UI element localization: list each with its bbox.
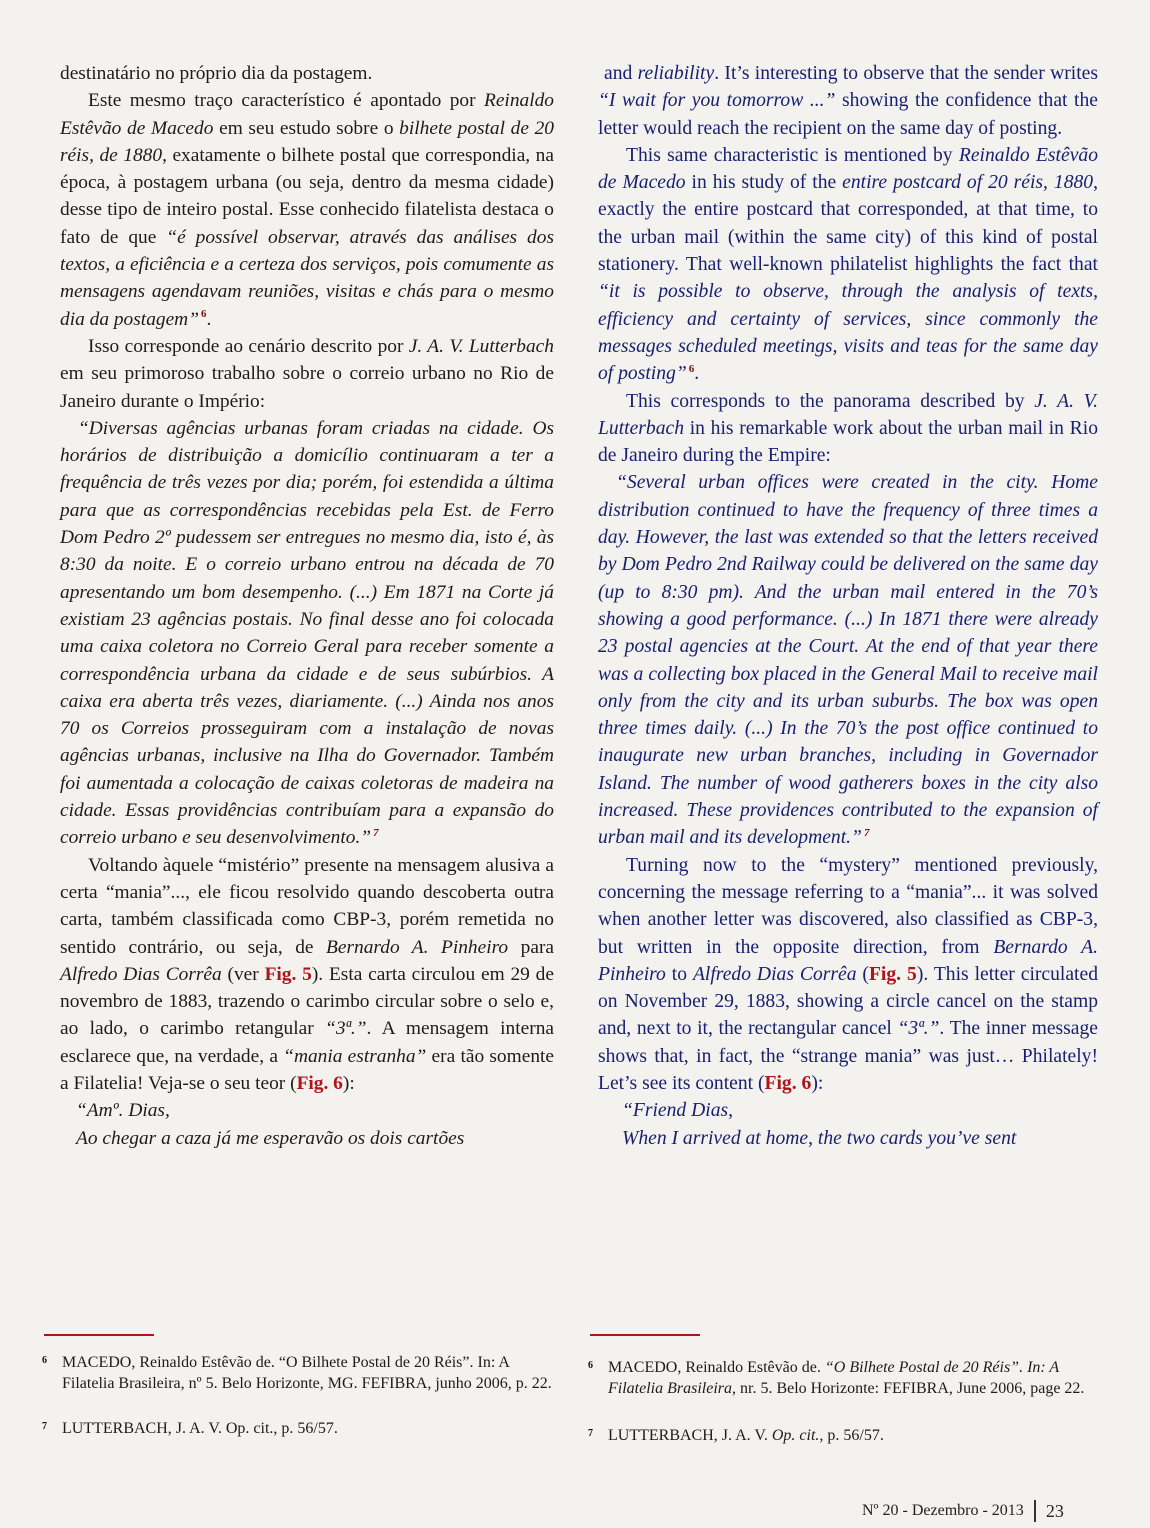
paragraph-lutterbach-en: This corresponds to the panorama described by J. A. V. Lutterbach in his remarkable work about the urban mail in Rio de Janeiro during the Empire: — [598, 390, 1098, 467]
figure-6-link-en[interactable]: Fig. 6 — [764, 1072, 812, 1094]
footer-divider — [1034, 1500, 1036, 1522]
issue-label: Nº 20 - Dezembro - 2013 — [862, 1502, 1024, 1519]
page-footer — [862, 1500, 1064, 1522]
portuguese-column — [60, 60, 554, 1152]
quote-lutterbach: “Diversas agências urbanas foram criadas na cidade. Os horários de distribuição a domicílio continuaram a ter a frequência de três vezes por dia; porém, foi estendida a última para que as correspondências recebidas pela Est. de Ferro Dom Pedro 2º pudessem ser entregues no mesmo dia, isto é, às 8:30 da noite. E o correio urbano entrou na década de 70 apresentando um bom desempenho. (...) Em 1871 na Corte já existiam 23 agências postais. No final desse ano foi colocada uma caixa coletora no Correio Geral para receber somente a correspondência urbana da cidade e de seus subúrbios. A caixa era aberta três vezes, diariamente. (...) Ainda nos anos 70 os Correios prosseguiram com a instalação de novas agências urbanas, inclusive na Ilha do Governador. Também foi aumentada a colocação de caixas coletoras de madeira na cidade. Essas providências contribuíam para a expansão do correio urbano e seu desenvolvimento.” $^7$ — [60, 417, 554, 849]
footnote-6-en: 6 MACEDO, Reinaldo Estêvão de. “O Bilhete Postal de 20 Réis”. In: A Filatelia Brasileira, nr. 5. Belo Horizonte: FEFIBRA, June 2006, page 22. — [588, 1359, 1085, 1397]
figure-5-link[interactable]: Fig. 5 — [264, 963, 312, 985]
letter-first-line-en: When I arrived at home, the two cards you’ve sent — [622, 1127, 1017, 1149]
paragraph-mystery-en: Turning now to the “mystery” mentioned previously, concerning the message referring to a “mania”... it was solved when another letter was discovered, also classified as CBP-3, but written in the opposite direction, from Bernardo A. Pinheiro to Alfredo Dias Corrêa (Fig. 5). This letter circulated on November 29, 1883, showing a circle cancel on the stamp and, next to it, the rectangular cancel “3ª.”. The inner message shows that, in fact, the “strange mania” was just… Philately! Let’s see its content (Fig. 6): — [598, 854, 1098, 1094]
page-number: 23 — [1045, 1500, 1064, 1521]
footnote-divider-left — [44, 1334, 154, 1336]
footnote-ref-7-en[interactable]: 7 — [863, 826, 870, 839]
footnote-divider-right — [590, 1334, 700, 1336]
footnote-ref-7[interactable]: 7 — [373, 826, 379, 839]
footnote-7-pt: 7 LUTTERBACH, J. A. V. Op. cit., p. 56/57. — [42, 1420, 338, 1437]
paragraph-intro: destinatário no próprio dia da postagem. — [60, 63, 373, 84]
quote-lutterbach-en: “Several urban offices were created in the city. Home distribution continued to have the frequency of three times a day. However, the last was extended so that the letters received by Dom Pedro 2nd Railway could be delivered on the same day (up to 8:30 pm). And the urban mail entered in the 70’s showing a good performance. (...) In 1871 there were already 23 postal agencies at the Court. At the end of that year there was a collecting box placed in the General Mail to receive mail only from the city and its urban suburbs. The box was open three times daily. (...) In the 70’s the post office continued to inaugurate new urban branches, including in Governador Island. The number of wood gatherers boxes in the city also increased. These providences contributed to the expansion of urban mail and its development.” $^7$ — [598, 472, 1098, 849]
letter-salutation-en: “Friend Dias, — [622, 1100, 734, 1122]
figure-5-link-en[interactable]: Fig. 5 — [868, 963, 917, 985]
footnote-ref-6[interactable]: 6 — [200, 308, 207, 321]
paragraph-macedo-en: This same characteristic is mentioned by Reinaldo Estêvão de Macedo in his study of the entire postcard of 20 réis, 1880, exactly the entire postcard that corresponded, at that time, to the urban mail (within the same city) of this kind of postal stationery. That well-known philatelist highlights the fact that “it is possible to observe, through the analysis of texts, efficiency and certainty of services, since commonly the messages scheduled meetings, visits and teas for the same day of posting” $^6$. — [598, 144, 1098, 385]
letter-first-line: Ao chegar a caza já me esperavão os dois cartões — [76, 1127, 465, 1149]
footnote-6-pt: 6 MACEDO, Reinaldo Estêvão de. “O Bilhete Postal de 20 Réis”. In: A Filatelia Brasileira, nº 5. Belo Horizonte, MG. FEFIBRA, junho 2006, p. 22. — [42, 1354, 552, 1392]
footnote-7-en: 7 LUTTERBACH, J. A. V. Op. cit., p. 56/57. — [588, 1427, 884, 1444]
paragraph-lutterbach: Isso corresponde ao cenário descrito por J. A. V. Lutterbach em seu primoroso trabalho sobre o correio urbano no Rio de Janeiro durante o Império: — [60, 335, 554, 412]
paragraph-mystery: Voltando àquele “mistério” presente na mensagem alusiva a certa “mania”..., ele ficou resolvido quando descoberta outra carta, também classificada como CBP-3, porém remetida no sentido contrário, ou seja, de Bernardo A. Pinheiro para Alfredo Dias Corrêa (ver Fig. 5). Esta carta circulou em 29 de novembro de 1883, trazendo o carimbo circular sobre o selo e, ao lado, o carimbo retangular “3ª.”. A mensagem interna esclarece que, na verdade, a “mania estranha” era tão somente a Filatelia! Veja-se o seu teor (Fig. 6): — [60, 854, 555, 1094]
paragraph-macedo: Este mesmo traço característico é apontado por Reinaldo Estêvão de Macedo em seu estudo sobre o bilhete postal de 20 réis, de 1880, exatamente o bilhete postal que correspondia, na época, à postagem urbana (ou seja, dentro da mesma cidade) desse tipo de inteiro postal. Esse conhecido filatelista destaca o fato de que “é possível observar, através das análises dos textos, a eficiência e a certeza dos serviços, pois comumente as mensagens agendavam reuniões, visitas e chás para o mesmo dia da postagem” $^6$. — [60, 90, 554, 330]
footnote-ref-6-en[interactable]: 6 — [688, 362, 695, 375]
english-column — [598, 60, 1098, 1152]
paragraph-intro-en: and reliability. It’s interesting to observe that the sender writes “I wait for you tomorrow ...” showing the confidence that the letter would reach the recipient on the same day of posting. — [598, 63, 1098, 139]
figure-6-link[interactable]: Fig. 6 — [296, 1072, 343, 1094]
letter-salutation: “Amº. Dias, — [76, 1100, 170, 1122]
